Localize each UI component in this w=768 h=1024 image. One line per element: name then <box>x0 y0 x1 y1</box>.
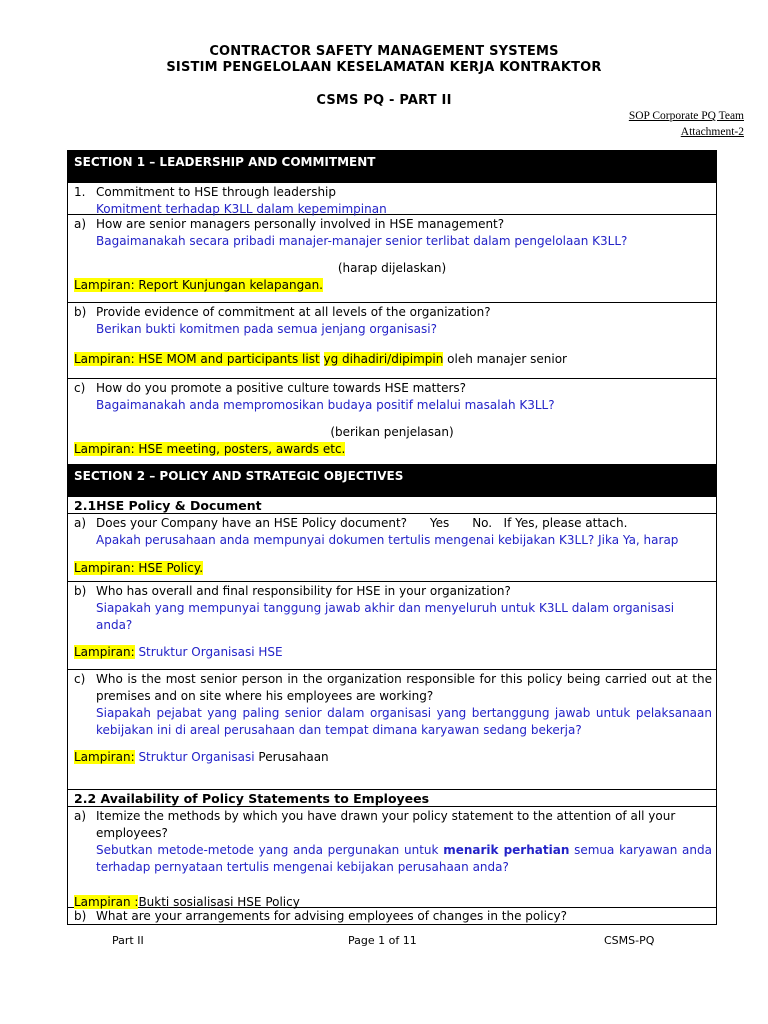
s2-question-a-label: a) <box>74 516 87 530</box>
team-note: SOP Corporate PQ Team <box>628 110 744 122</box>
section-2-header <box>68 465 716 497</box>
footer-left: Part II <box>112 934 144 947</box>
s2-question-c-label: c) <box>74 672 86 686</box>
document-title-id: SISTIM PENGELOLAAN KESELAMATAN KERJA KONTRAKTOR <box>166 60 602 75</box>
s22-question-a-id-emphasis: menarik perhatian <box>443 843 570 857</box>
s22-question-a-row <box>68 807 716 908</box>
document-part: CSMS PQ - PART II <box>316 93 452 108</box>
s22-question-a-id-part1: Sebutkan metode-metode yang anda pergunakan untuk <box>96 843 444 857</box>
s1-question-a-en: How are senior managers personally involved in HSE management? <box>96 217 505 231</box>
s1-question-a-note: (harap dijelaskan) <box>337 261 447 275</box>
s2-question-b-id: Siapakah yang mempunyai tanggung jawab akhir dan menyeluruh untuk K3LL dalam organisasi anda? <box>96 601 675 632</box>
s22-question-a-id <box>96 842 712 876</box>
s22-question-a-label: a) <box>74 809 87 823</box>
s1-question-a-id: Bagaimanakah secara pribadi manajer-manajer senior terlibat dalam pengelolaan K3LL? <box>96 234 628 248</box>
item-1-text-en: Commitment to HSE through leadership <box>96 185 337 199</box>
s1-question-c-row <box>68 379 716 465</box>
s2-question-a-row <box>68 514 716 582</box>
item-1-number: 1. <box>74 185 86 199</box>
section-2-title: SECTION 2 – POLICY AND STRATEGIC OBJECTIVES <box>74 469 404 483</box>
s2-question-c-row <box>68 670 716 790</box>
section-1-header <box>68 151 716 183</box>
subsection-2-2-title: 2.2 Availability of Policy Statements to Employees <box>74 791 430 806</box>
s1-question-c-attachment: Lampiran: HSE meeting, posters, awards etc. <box>74 442 346 456</box>
s1-question-a-attachment: Lampiran: Report Kunjungan kelapangan. <box>74 278 323 292</box>
s1-question-c-id: Bagaimanakah anda mempromosikan budaya positif melalui masalah K3LL? <box>96 398 555 412</box>
s22-question-b-en: What are your arrangements for advising employees of changes in the policy? <box>96 909 567 923</box>
s1-question-b-attachment-highlight: yg dihadiri/dipimpin <box>323 352 444 366</box>
s1-question-a-row <box>68 215 716 303</box>
s22-question-a-en: Itemize the methods by which you have drawn your policy statement to the attention of all your employees? <box>96 809 676 840</box>
s2-question-a-en: Does your Company have an HSE Policy document? Yes No. If Yes, please attach. <box>96 516 628 530</box>
s2-question-b-attachment-text: Struktur Organisasi HSE <box>134 645 283 659</box>
s1-question-c-en: How do you promote a positive culture towards HSE matters? <box>96 381 467 395</box>
footer-right: CSMS-PQ <box>604 934 655 947</box>
subsection-2-2 <box>68 790 716 807</box>
s2-question-b-label: b) <box>74 584 87 598</box>
s2-question-c-attachment-label: Lampiran: <box>74 750 135 764</box>
s1-question-b-id: Berikan bukti komitmen pada semua jenjang organisasi? <box>96 322 437 336</box>
s22-question-b-row <box>68 908 716 924</box>
s2-question-b-en: Who has overall and final responsibility for HSE in your organization? <box>96 584 511 598</box>
s2-question-c-attachment-blue: Struktur Organisasi <box>134 750 255 764</box>
attachment-note: Attachment-2 <box>680 126 744 138</box>
section-1-title: SECTION 1 – LEADERSHIP AND COMMITMENT <box>74 155 376 169</box>
item-1-row <box>68 183 716 215</box>
s2-question-a-attachment: Lampiran: HSE Policy. <box>74 561 204 575</box>
s1-question-b-label: b) <box>74 305 87 319</box>
s22-question-b-label: b) <box>74 909 87 923</box>
s2-question-c-en: Who is the most senior person in the organization responsible for this policy being carried out at the premises and on site where his employees are working? <box>96 672 712 703</box>
s2-question-c-id: Siapakah pejabat yang paling senior dalam organisasi yang bertanggung jawab untuk pelaksanaan kebijakan ini di areal perusahaan dan tempat dimana karyawan sedang bekerja? <box>96 706 712 737</box>
document-title-en: CONTRACTOR SAFETY MANAGEMENT SYSTEMS <box>209 44 559 59</box>
s2-question-c-attachment-rest: Perusahaan <box>254 750 329 764</box>
footer-page-number: Page 1 of 11 <box>348 934 417 947</box>
s1-question-c-label: c) <box>74 381 86 395</box>
questionnaire-table <box>67 150 717 925</box>
item-1-text-id: Komitment terhadap K3LL dalam kepemimpinan <box>96 202 387 216</box>
s2-question-a-id: Apakah perusahaan anda mempunyai dokumen tertulis mengenai kebijakan K3LL? Jika Ya, harap <box>96 533 679 547</box>
s1-question-b-attachment: Lampiran: HSE MOM and participants list <box>74 352 320 366</box>
s1-question-b-attachment-rest: oleh manajer senior <box>443 352 567 366</box>
s22-question-a-attachment-label: Lampiran : <box>74 895 139 909</box>
s2-question-b-row <box>68 582 716 670</box>
s1-question-b-row <box>68 303 716 379</box>
s1-question-b-en: Provide evidence of commitment at all levels of the organization? <box>96 305 491 319</box>
s22-question-a-id-part2: semua karyawan anda terhadap pernyataan tertulis mengenai kebijakan perusahaan anda? <box>96 843 712 874</box>
s1-question-a-label: a) <box>74 217 87 231</box>
s1-question-c-note: (berikan penjelasan) <box>330 425 454 439</box>
s22-question-a-attachment-text: Bukti sosialisasi HSE Policy <box>138 895 300 909</box>
subsection-2-1 <box>68 497 716 514</box>
subsection-2-1-title: 2.1HSE Policy & Document <box>74 498 262 513</box>
s2-question-b-attachment-label: Lampiran: <box>74 645 135 659</box>
